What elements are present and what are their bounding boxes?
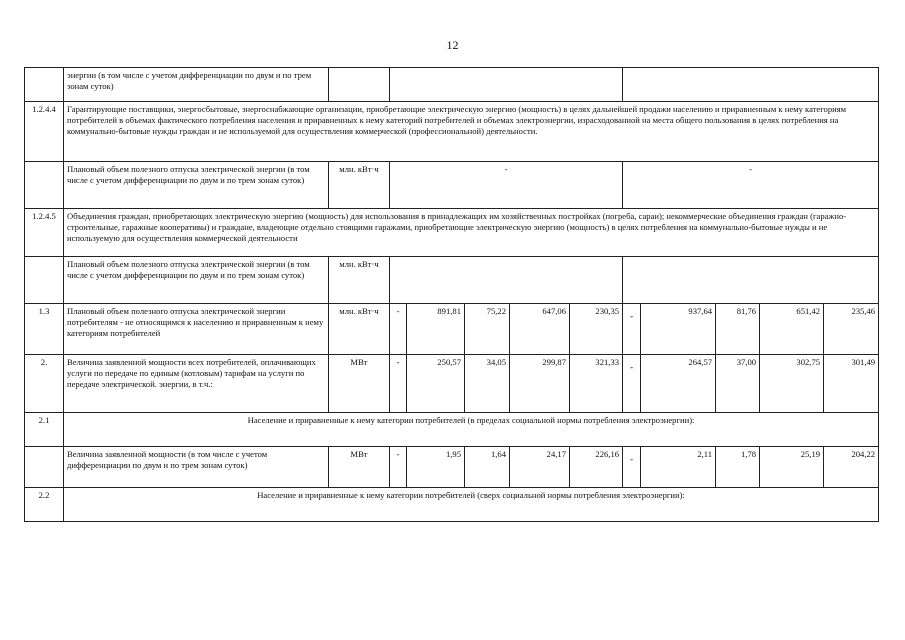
value-cell: 204,22 <box>824 447 879 488</box>
table-row <box>25 355 879 413</box>
value-cell: 75,22 <box>465 304 510 355</box>
row-code: 2. <box>25 355 64 413</box>
row-code-cell <box>25 68 64 102</box>
value-cell: 891,81 <box>407 304 465 355</box>
row-code: 2.2 <box>25 488 64 522</box>
row-description: энергии (в том числе с учетом дифференциации по двум и по трем зонам суток) <box>64 68 329 102</box>
unit-cell: МВт <box>329 355 390 413</box>
table-row <box>25 304 879 355</box>
row-code: 1.3 <box>25 304 64 355</box>
row-description: Величина заявленной мощности (в том числе с учетом дифференциации по двум и по трем зонам суток) <box>64 447 329 488</box>
value-cell: 81,76 <box>716 304 760 355</box>
value-cell: 301,49 <box>824 355 879 413</box>
value-cell-b <box>623 257 879 304</box>
value-cell: - <box>390 304 407 355</box>
value-cell: 1,78 <box>716 447 760 488</box>
value-cell: - <box>623 447 641 488</box>
value-cell: 647,06 <box>510 304 570 355</box>
value-cell: 37,00 <box>716 355 760 413</box>
value-cell-b: - <box>623 162 879 209</box>
unit-cell <box>329 68 390 102</box>
row-code: 1.2.4.5 <box>25 209 64 257</box>
value-cell: 2,11 <box>641 447 716 488</box>
table-row <box>25 102 879 162</box>
row-description: Плановый объем полезного отпуска электрической энергии потребителям - не относящимся к населению и приравненным к нему категориям потребителей <box>64 304 329 355</box>
value-cell: 651,42 <box>760 304 824 355</box>
value-cell-b <box>623 68 879 102</box>
row-code-cell <box>25 257 64 304</box>
section-text: Объединения граждан, приобретающих электрическую энергию (мощность) для использования в принадлежащих им хозяйственных постройках (погреба, сараи); некоммерческие объединения граждан (гаражно-строительные, гаражные кооперативы) и граждане, владеющие отдельно стоящими гаражами, приобретающие электрическую энергию (мощность) в целях потребления на коммунально-бытовые нужды и не используемую для осуществления коммерческой деятельности <box>64 209 879 257</box>
value-cell: 34,05 <box>465 355 510 413</box>
row-description: Плановый объем полезного отпуска электрической энергии (в том числе с учетом дифференциации по двум и по трем зонам суток) <box>64 257 329 304</box>
table-row <box>25 162 879 209</box>
section-title: Население и приравненные к нему категории потребителей (в пределах социальной нормы потребления электроэнергии): <box>64 413 879 447</box>
value-cell: 299,87 <box>510 355 570 413</box>
value-cell: 264,57 <box>641 355 716 413</box>
table-row <box>25 209 879 257</box>
section-title: Население и приравненные к нему категории потребителей (сверх социальной нормы потребления электроэнергии): <box>64 488 879 522</box>
value-cell: 302,75 <box>760 355 824 413</box>
unit-cell: млн. кВт·ч <box>329 257 390 304</box>
row-description: Величина заявленной мощности всех потребителей, оплачивающих услуги по передаче по единым (котловым) тарифам на услуги по передаче электрической. энергии, в т.ч.: <box>64 355 329 413</box>
value-cell: 24,17 <box>510 447 570 488</box>
row-description: Плановый объем полезного отпуска электрической энергии (в том числе с учетом дифференциации по двум и по трем зонам суток) <box>64 162 329 209</box>
page-number: 12 <box>446 38 459 52</box>
value-cell: - <box>390 447 407 488</box>
value-cell-a <box>390 68 623 102</box>
table-row <box>25 447 879 488</box>
table-row <box>25 413 879 447</box>
value-cell: - <box>623 355 641 413</box>
unit-cell: млн. кВт·ч <box>329 162 390 209</box>
table-row <box>25 488 879 522</box>
row-code: 2.1 <box>25 413 64 447</box>
value-cell: 1,64 <box>465 447 510 488</box>
unit-cell: МВт <box>329 447 390 488</box>
value-cell: 250,57 <box>407 355 465 413</box>
value-cell: 230,35 <box>570 304 623 355</box>
value-cell-a <box>390 257 623 304</box>
unit-cell: млн. кВт·ч <box>329 304 390 355</box>
row-code-cell <box>25 447 64 488</box>
row-code: 1.2.4.4 <box>25 102 64 162</box>
table-row <box>25 257 879 304</box>
value-cell: 226,16 <box>570 447 623 488</box>
value-cell: 235,46 <box>824 304 879 355</box>
tariff-table <box>24 67 879 522</box>
table-row <box>25 68 879 102</box>
value-cell: 25,19 <box>760 447 824 488</box>
value-cell: 937,64 <box>641 304 716 355</box>
row-code-cell <box>25 162 64 209</box>
value-cell-a: - <box>390 162 623 209</box>
value-cell: - <box>623 304 641 355</box>
value-cell: 1,95 <box>407 447 465 488</box>
section-text: Гарантирующие поставщики, энергосбытовые, энергоснабжающие организации, приобретающие электрическую энергию (мощность) в целях дальнейшей продажи населению и приравненным к нему категориям потребителей в объемах фактического потребления населения и приравненных к нему категорий потребителей и объемах электроэнергии, израсходованной на места общего пользования в целях потребления на коммунально-бытовые нужды граждан и не используемой для осуществления коммерческой (профессиональной) деятельности. <box>64 102 879 162</box>
value-cell: - <box>390 355 407 413</box>
value-cell: 321,33 <box>570 355 623 413</box>
